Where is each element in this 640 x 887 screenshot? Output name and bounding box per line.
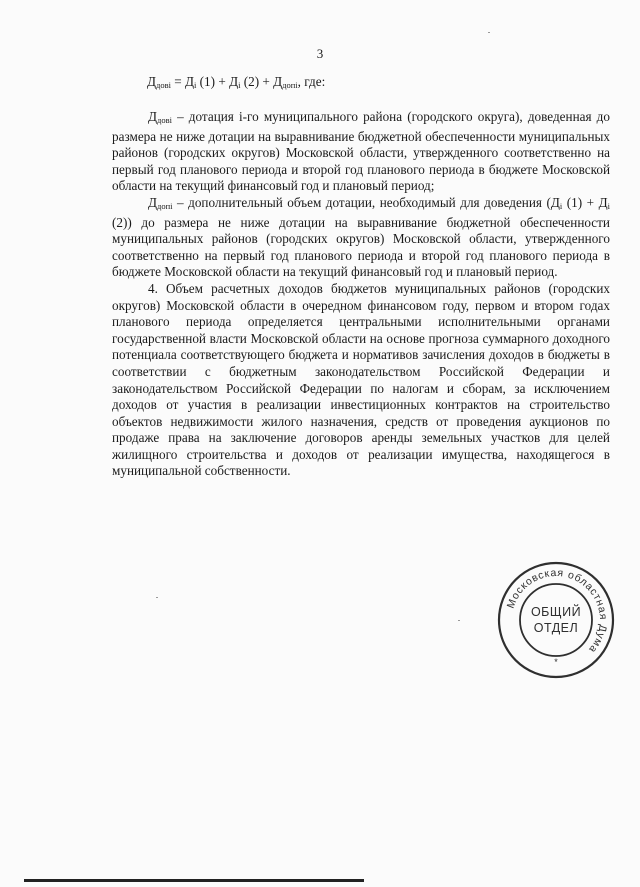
formula-term1-sub: i xyxy=(193,80,197,90)
definition-text: – дотация i-го муниципального района (городского округа), доведенная до размера не ниже дотации на выравнивание бюджетной обеспеченности муниципальных районов (городских округов) Московской области, утвержденного соответственно на первый год планового периода и второй год планового периода в бюджете Московской области на текущий финансовый год и плановый период; xyxy=(112,109,610,194)
formula-term1-arg: (1) + xyxy=(196,74,230,89)
formula-term1: Д xyxy=(184,74,194,89)
formula-equals: = xyxy=(170,74,185,89)
stamp-line-2: ОТДЕЛ xyxy=(533,621,579,635)
definition-text: – дополнительный объем дотации, необходимый для доведения (Д xyxy=(172,194,560,210)
clause-4: 4. Объем расчетных доходов бюджетов муниципальных районов (городских округов) Московской области в очередном финансовом году, первом и втором годах планового периода определяется центральными исполнительными органами государственной власти Московской области на основе прогноза суммарного доходного потенциала соответствующего бюджета и нормативов зачисления доходов в бюджеты в соответствии с бюджетным законодательством Российской Федерации и законодательством Российской Федерации по налогам и сборам, за исключением доходов от участия в реализации инвестиционных контрактов на строительство объектов недвижимости жилого назначения, средств от проведения аукционов по продаже права на заключение договоров аренды земельных участков для целей жилищного строительства и доходов от реализации имущества, находящегося в муниципальной собственности. xyxy=(112,280,610,479)
formula-lhs-sub: довi xyxy=(156,80,171,90)
definition-symbol: Д xyxy=(148,194,157,210)
document-body xyxy=(112,109,610,480)
scan-speck xyxy=(156,597,158,598)
definition-text: (1) + Д xyxy=(562,194,608,210)
formula-term3-sub: допi xyxy=(282,80,298,90)
definition-inline-sub: i xyxy=(607,200,611,211)
definition-inline-sub: i xyxy=(559,200,563,211)
formula-term2-sub: i xyxy=(238,80,241,90)
definition-symbol-sub: довi xyxy=(157,115,172,125)
formula-lhs: Д xyxy=(147,74,156,89)
stamp-inner-ring xyxy=(520,584,592,656)
scan-speck xyxy=(458,620,460,621)
formula-term2-arg: (2) + xyxy=(240,74,274,89)
formula-suffix: , где: xyxy=(297,74,326,89)
definition-dovi xyxy=(112,109,610,195)
scan-speck xyxy=(488,32,490,33)
formula-term2: Д xyxy=(229,74,239,89)
page-number: 3 xyxy=(316,46,324,61)
stamp-ring-text: Московская областная Дума xyxy=(504,566,610,656)
stamp-star: * xyxy=(554,657,558,667)
stamp-line-1: ОБЩИЙ xyxy=(530,605,582,619)
definition-text: (2)) до размера не ниже дотации на выравнивание бюджетной обеспеченности муниципальных районов (городских округов) Московской области, утвержденного соответственно на первый год планового периода и второй год планового периода в бюджете Московской области на текущий финансовый год и плановый период. xyxy=(112,214,610,280)
definition-symbol-sub: допi xyxy=(157,200,173,211)
office-stamp xyxy=(496,560,616,680)
definition-dopi xyxy=(112,195,610,281)
definition-symbol: Д xyxy=(148,109,157,124)
formula xyxy=(147,74,325,90)
formula-term3: Д xyxy=(273,74,283,89)
bottom-rule xyxy=(24,879,364,882)
